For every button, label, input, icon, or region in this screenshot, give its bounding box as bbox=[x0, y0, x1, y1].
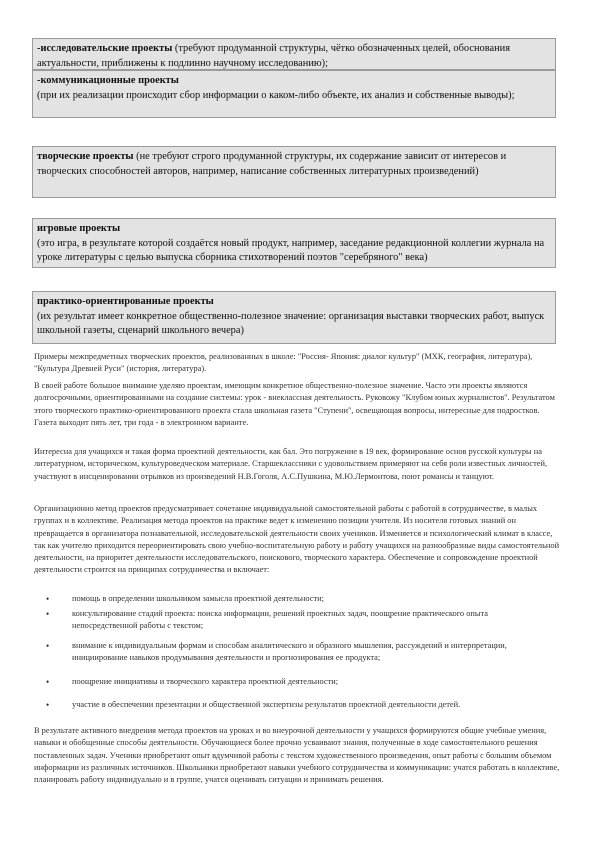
project-type-description: (это игра, в результате которой создаётся новый продукт, например, заседание редакционной коллегии журнала на уроке литературы с целью выпуска сборника стихотворений поэтов "серебряного" века) bbox=[37, 237, 545, 263]
project-type-title: -исследовательские проекты bbox=[37, 43, 173, 54]
project-type-communication bbox=[32, 70, 556, 118]
bullet-icon: • bbox=[46, 677, 50, 687]
list-item: • помощь в определении школьником замысла проектной деятельности; bbox=[46, 594, 324, 604]
project-type-practical bbox=[32, 291, 556, 344]
paragraph-examples: Примеры межпредметных творческих проектов, реализованных в школе: "Россия- Япония: диалог культур" (МХК, география, литература), "Культура Древней Руси" (история, литература). bbox=[34, 352, 533, 374]
bullet-icon: • bbox=[46, 609, 50, 619]
paragraph-results: В результате активного внедрения метода проектов на уроках и во внеурочной деятельности у учащихся формируются общие учебные умения, навыки и обобщенные способы деятельности. Обучающиеся более прочно усваивают знания, полученные в ходе самостоятельного решения поставленных задач. Ученики приобретают опыт вдумчивой работы с текстом художественного произведения, опыт работы с большим объемом информации из различных источников. Школьники приобретают навыки учебного сотрудничества и коммуникации: учатся работать в коллективе, планировать работу индивидуально и в группе, учатся оценивать ситуации и принимать решения. bbox=[34, 726, 560, 785]
project-type-description: (требуют продуманной структуры, чётко обозначенных целей, обоснования актуальности, приближены к подлинно научному исследованию); bbox=[37, 43, 510, 69]
bullet-icon: • bbox=[46, 641, 50, 651]
bullet-icon: • bbox=[46, 700, 50, 710]
paragraph-method: Организационно метод проектов предусматривает сочетание индивидуальной самостоятельной работы с работой в сотрудничестве, в малых группах и в коллективе. Реализация метода проектов на практике ведет к изменению позиции учителя. Из носителя готовых знаний он превращается в организатора познавательной, исследовательской деятельности своих учеников. Изменяется и психологический климат в классе, так как учителю приходится переориентировать свою учебно-воспитательную работу и работу учащихся на разнообразные виды самостоятельной деятельности, на приоритет деятельности исследовательского, поискового, творческого характера. Обеспечение и сопровождение проектной деятельности строится на принципах сотрудничества и включает: bbox=[34, 504, 560, 575]
project-type-title: практико-ориентированные проекты bbox=[37, 296, 214, 307]
project-type-title: творческие проекты bbox=[37, 151, 134, 162]
project-type-description: (при их реализации происходит сбор информации о каком-либо объекте, их анализ и собственные выводы); bbox=[37, 89, 515, 101]
project-type-game bbox=[32, 218, 556, 268]
list-item: • консультирование стадий проекта: поиска информации, решений проектных задач, поощрение практического опыта непосредственной работы с текстом; bbox=[46, 609, 488, 631]
project-type-description: (их результат имеет конкретное общественно-полезное значение: организация выставки творческих работ, выпуск школьной газеты, сценарий школьного вечера) bbox=[37, 310, 545, 336]
project-type-title: -коммуникационные проекты bbox=[37, 75, 179, 86]
project-type-creative bbox=[32, 146, 556, 198]
bullet-icon: • bbox=[46, 594, 50, 604]
paragraph-social-projects: В своей работе большое внимание уделяю проектам, имеющим конкретное общественно-полезное значение. Часто эти проекты являются долгосрочными, ориентированными на создание системы: урок - внеклассная деятельность. Руковожу "Клубом юных журналистов". Результатом этого творческого практико-ориентированного проекта стала школьная газета "Ступени", освещающая вопросы, интересные для подростков. Газета выходит пять лет, три года - в электронном варианте. bbox=[34, 381, 555, 427]
paragraph-ball: Интересна для учащихся и такая форма проектной деятельности, как бал. Это погружение в 19 век, формирование основ русской культуры на литературном, историческом, культуроведческом материале. Старшеклассники с удовольствием примеряют на себя роли известных личностей, участвуют в инсценировании отрывков из произведений Н.В.Гоголя, А.С.Пушкина, М.Ю.Лермонтова, поют романсы и танцуют. bbox=[34, 447, 548, 481]
list-item: • внимание к индивидуальным формам и способам аналитического и образного мышления, рассуждений и интерпретации, инициирование навыков продумывания деятельности и прогнозирования ее продукта; bbox=[46, 641, 507, 663]
project-type-description: (не требуют строго продуманной структуры, их содержание зависит от интересов и творческих способностей авторов, например, написание собственных литературных произведений) bbox=[37, 151, 507, 177]
list-item: • участие в обеспечении презентации и общественной экспертизы результатов проектной деятельности детей. bbox=[46, 700, 461, 710]
project-type-title: игровые проекты bbox=[37, 223, 121, 234]
project-type-research bbox=[32, 38, 556, 70]
list-item: • поощрение инициативы и творческого характера проектной деятельности; bbox=[46, 677, 339, 687]
